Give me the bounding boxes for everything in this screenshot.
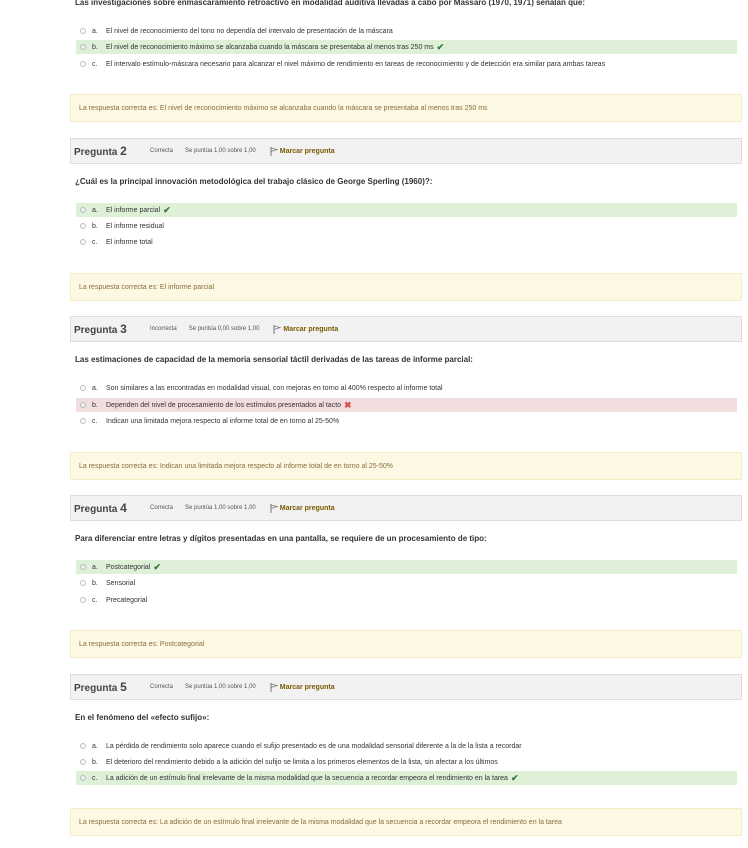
q1-option-a[interactable] <box>76 24 737 38</box>
question-3-header <box>70 316 742 342</box>
question-1-text: Las investigaciones sobre enmascaramiento retroactivo en modalidad auditiva llevadas a cabo por Massaro (1970, 1971) señalan que: <box>75 0 585 7</box>
question-2-text: ¿Cuál es la principal innovación metodológica del trabajo clásico de George Sperling (1960)?: <box>75 177 433 186</box>
question-2-header <box>70 138 742 164</box>
q1-correct-answer: La respuesta correcta es: El nivel de reconocimiento máximo se alcanzaba cuando la máscara se presentaba al menos tras 250 ms <box>70 94 742 122</box>
question-state: Correcta <box>150 505 174 511</box>
q5-correct-answer: La respuesta correcta es: La adición de un estímulo final irrelevante de la misma modalidad que la secuencia a recordar empeora el rendimiento en la tarea <box>70 808 742 836</box>
flag-question-link[interactable]: Marcar pregunta <box>270 147 335 156</box>
q2-option-b[interactable] <box>76 219 737 233</box>
check-icon: ✔ <box>153 561 161 572</box>
option-text: El informe total <box>106 238 153 246</box>
option-letter: c. <box>92 417 98 425</box>
option-letter: a. <box>92 206 98 214</box>
radio-button[interactable] <box>80 743 86 749</box>
option-letter: c. <box>92 60 98 68</box>
option-text: La adición de un estímulo final irrelevante de la misma modalidad que la secuencia a recordar empeora el rendimiento en la tarea <box>106 774 508 782</box>
option-letter: a. <box>92 742 98 750</box>
q4-option-c[interactable] <box>76 593 737 607</box>
question-4-text: Para diferenciar entre letras y dígitos presentadas en una pantalla, se requiere de un procesamiento de tipo: <box>75 534 487 543</box>
q4-correct-answer: La respuesta correcta es: Postcategorial <box>70 630 742 658</box>
radio-button[interactable] <box>80 239 86 245</box>
radio-button[interactable] <box>80 580 86 586</box>
q4-option-a[interactable] <box>76 560 737 574</box>
option-text: El informe parcial <box>106 206 161 214</box>
option-letter: c. <box>92 596 98 604</box>
option-text: Precategorial <box>106 596 148 604</box>
radio-button[interactable] <box>80 597 86 603</box>
radio-button[interactable] <box>80 61 86 67</box>
question-grade: Se puntúa 1,00 sobre 1,00 <box>185 148 256 154</box>
check-icon: ✔ <box>163 204 171 215</box>
question-3-text: Las estimaciones de capacidad de la memoria sensorial táctil derivadas de las tareas de informe parcial: <box>75 355 473 364</box>
q2-option-c[interactable] <box>76 235 737 249</box>
option-text: El nivel de reconocimiento máximo se alcanzaba cuando la máscara se presentaba al menos tras 250 ms <box>106 43 434 51</box>
q5-option-a[interactable] <box>76 739 737 753</box>
option-letter: b. <box>92 222 98 230</box>
radio-button[interactable] <box>80 564 86 570</box>
option-letter: a. <box>92 384 98 392</box>
q2-option-a[interactable] <box>76 203 737 217</box>
option-text: Postcategorial <box>106 563 151 571</box>
q1-option-c[interactable] <box>76 57 737 71</box>
question-5-header <box>70 674 742 700</box>
option-letter: b. <box>92 401 98 409</box>
question-state: Incorrecta <box>150 326 177 332</box>
flag-question-link[interactable]: Marcar pregunta <box>273 325 338 334</box>
radio-button[interactable] <box>80 223 86 229</box>
option-text: Son similares a las encontradas en modalidad visual, con mejoras en torno al 400% respecto al informe total <box>106 384 443 392</box>
option-letter: b. <box>92 43 98 51</box>
option-text: El nivel de reconocimiento del tono no dependía del intervalo de presentación de la máscara <box>106 27 393 35</box>
option-text: El deterioro del rendimiento debido a la adición del sufijo se limita a los primeros elementos de la lista, sin afectar a los últimos <box>106 758 498 766</box>
cross-icon: ✖ <box>344 399 352 410</box>
q3-option-a[interactable] <box>76 381 737 395</box>
option-letter: c. <box>92 238 98 246</box>
flag-question-link[interactable]: Marcar pregunta <box>270 504 335 513</box>
radio-button[interactable] <box>80 418 86 424</box>
radio-button[interactable] <box>80 402 86 408</box>
option-letter: b. <box>92 758 98 766</box>
question-grade: Se puntúa 1,00 sobre 1,00 <box>185 684 256 690</box>
q3-correct-answer: La respuesta correcta es: Indican una limitada mejora respecto al informe total de en torno al 25-50% <box>70 452 742 480</box>
radio-button[interactable] <box>80 385 86 391</box>
option-text: Sensorial <box>106 579 136 587</box>
option-letter: b. <box>92 579 98 587</box>
option-letter: a. <box>92 563 98 571</box>
flag-question-link[interactable]: Marcar pregunta <box>270 683 335 692</box>
option-text: Dependen del nivel de procesamiento de los estímulos presentados al tacto <box>106 401 342 409</box>
radio-button[interactable] <box>80 44 86 50</box>
q5-option-b[interactable] <box>76 755 737 769</box>
q1-option-b[interactable] <box>76 40 737 54</box>
radio-button[interactable] <box>80 759 86 765</box>
question-5-text: En el fenómeno del «efecto sufijo»: <box>75 713 210 722</box>
option-letter: c. <box>92 774 98 782</box>
radio-button[interactable] <box>80 28 86 34</box>
q3-option-b[interactable] <box>76 398 737 412</box>
question-number: Pregunta 5 <box>74 680 127 694</box>
q2-correct-answer: La respuesta correcta es: El informe parcial <box>70 273 742 301</box>
question-number: Pregunta 4 <box>74 501 127 515</box>
question-grade: Se puntúa 0,00 sobre 1,00 <box>188 326 260 332</box>
option-text: El intervalo estímulo-máscara necesario para alcanzar el nivel máximo de rendimiento en tareas de reconocimiento y de detección era similar para ambas tareas <box>106 60 606 68</box>
flag-icon <box>273 325 281 334</box>
question-number: Pregunta 2 <box>74 144 127 158</box>
question-number: Pregunta 3 <box>74 322 127 336</box>
option-text: La pérdida de rendimiento solo aparece cuando el sufijo presentado es de una modalidad sensorial diferente a la de la lista a recordar <box>106 742 522 750</box>
flag-icon <box>270 147 278 156</box>
q5-option-c[interactable] <box>76 771 737 785</box>
question-grade: Se puntúa 1,00 sobre 1,00 <box>185 505 256 511</box>
q4-option-b[interactable] <box>76 576 737 590</box>
q3-option-c[interactable] <box>76 414 737 428</box>
question-4-header <box>70 495 742 521</box>
radio-button[interactable] <box>80 775 86 781</box>
option-text: Indican una limitada mejora respecto al informe total de en torno al 25-50% <box>106 417 340 425</box>
option-letter: a. <box>92 27 98 35</box>
option-text: El informe residual <box>106 222 164 230</box>
flag-icon <box>270 504 278 513</box>
check-icon: ✔ <box>510 772 519 783</box>
flag-icon <box>270 683 278 692</box>
check-icon: ✔ <box>436 41 445 52</box>
radio-button[interactable] <box>80 207 86 213</box>
question-state: Correcta <box>150 148 174 154</box>
question-state: Correcta <box>150 684 174 690</box>
